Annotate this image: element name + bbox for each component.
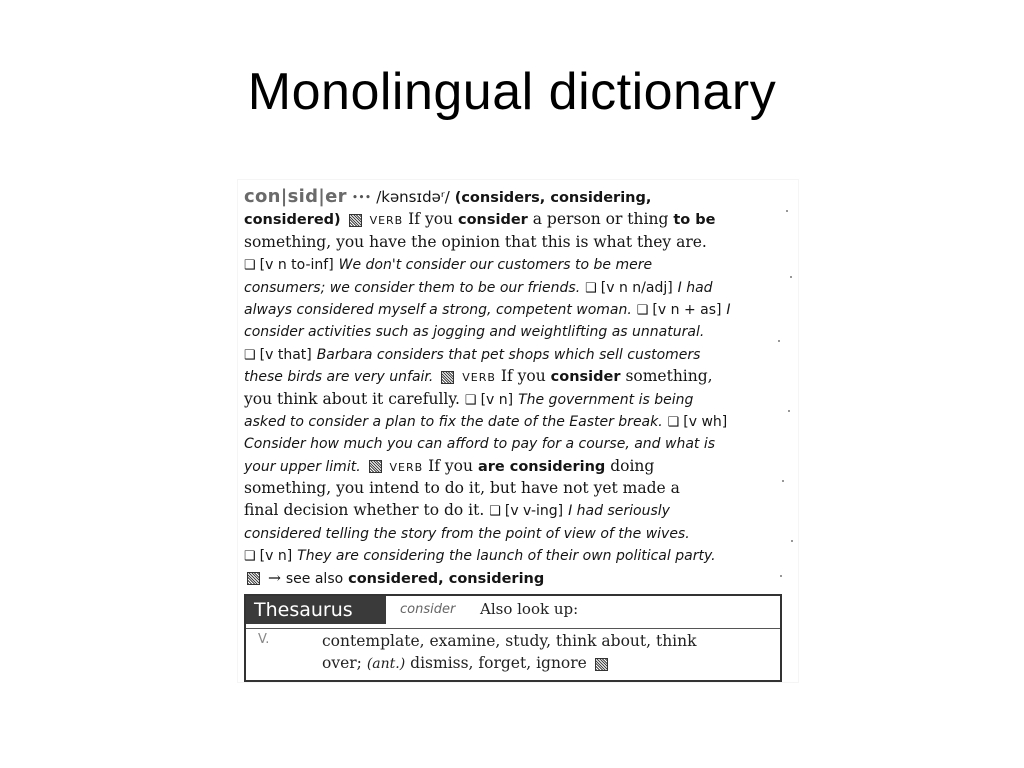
thesaurus-label: Thesaurus	[246, 596, 386, 624]
sense1-pos: VERB	[369, 214, 404, 228]
synonyms-line1: contemplate, examine, study, think about, think	[322, 632, 697, 650]
sense-number-1-icon	[349, 214, 362, 227]
pattern: [v n to-inf]	[259, 257, 334, 274]
thesaurus-word: consider	[400, 602, 456, 617]
example: always considered myself a strong, competent woman.	[244, 301, 632, 318]
example: consider activities such as jogging and weightlifting as unnatural.	[244, 324, 705, 341]
sense2-pos: VERB	[462, 371, 496, 385]
example: Barbara considers that pet shops which sell customers	[316, 346, 701, 363]
pattern: [v n + as]	[652, 301, 722, 318]
sense2-def-b: something,	[625, 367, 713, 386]
scan-speck	[782, 480, 784, 482]
dictionary-scan	[238, 180, 798, 682]
sense3-def-b: doing	[610, 456, 655, 475]
sense3-keyword: are considering	[477, 458, 606, 475]
sense3-def-line2: something, you intend to do it, but have not yet made a	[244, 479, 680, 498]
pattern: [v n]	[259, 548, 293, 565]
example: consumers; we consider them to be our friends.	[244, 279, 581, 296]
sense1-def-line2: something, you have the opinion that this is what they are.	[244, 232, 707, 251]
sense1-def-a: If you	[408, 210, 454, 229]
thesaurus-synonyms	[322, 630, 772, 675]
sense-number-3-icon	[369, 460, 382, 473]
example: They are considering the launch of their own political party.	[297, 548, 716, 565]
example: these birds are very unfair.	[244, 369, 434, 386]
pattern: [v n n/adj]	[600, 279, 673, 296]
see-also-words: considered, considering	[348, 570, 545, 587]
example: considered telling the story from the point of view of the wives.	[244, 525, 690, 542]
sense1-def-b: a person or thing	[532, 210, 669, 229]
pattern: [v v-ing]	[504, 503, 564, 520]
slide-title: Monolingual dictionary	[247, 63, 777, 121]
example-bullet-icon: ❑	[585, 280, 597, 296]
example-bullet-icon: ❑	[636, 302, 649, 318]
pattern: [v that]	[259, 346, 312, 363]
example-bullet-icon: ❑	[667, 414, 680, 430]
example: Consider how much you can afford to pay for a course, and what is	[244, 436, 716, 453]
example: I had seriously	[568, 503, 670, 520]
sense1-keyword: consider	[457, 212, 528, 229]
thesaurus-box	[244, 594, 782, 682]
pronunciation: /kənsɪdəʳ/	[376, 188, 450, 206]
scan-speck	[780, 575, 782, 577]
scan-speck	[778, 340, 780, 342]
example: I	[726, 301, 731, 318]
dictionary-entry	[244, 186, 784, 589]
synonyms-line2: over;	[322, 654, 362, 672]
example: The government is being	[518, 391, 694, 408]
scan-speck	[791, 540, 793, 542]
thesaurus-divider	[246, 628, 780, 629]
sense3-def-a: If you	[428, 456, 473, 475]
antonyms: dismiss, forget, ignore	[410, 654, 587, 672]
frequency-dots: •••	[351, 190, 372, 204]
example: asked to consider a plan to fix the date of the Easter break.	[244, 413, 663, 430]
scan-speck	[786, 210, 788, 212]
example: your upper limit.	[244, 458, 361, 475]
antonym-label: (ant.)	[366, 656, 406, 672]
sense3-def-line3: final decision whether to do it.	[244, 501, 485, 520]
sense2-def-a: If you	[500, 367, 546, 386]
see-also-label: see also	[285, 570, 344, 587]
scan-speck	[788, 410, 790, 412]
thesaurus-end-icon	[595, 658, 608, 671]
example-bullet-icon: ❑	[464, 392, 477, 408]
inflected-forms: (considers, considering,	[454, 190, 652, 206]
headword: con|sid|er	[244, 186, 347, 207]
sense1-to-be: to be	[673, 212, 716, 229]
inflected-forms-end: considered)	[244, 212, 341, 229]
example-bullet-icon: ❑	[489, 504, 501, 520]
sense2-def-line2: you think about it carefully.	[244, 389, 460, 408]
example-bullet-icon: ❑	[244, 549, 256, 565]
example-bullet-icon: ❑	[244, 347, 256, 363]
sense3-pos: VERB	[389, 460, 424, 474]
pattern: [v n]	[480, 391, 514, 408]
sense2-keyword: consider	[550, 369, 621, 386]
example: I had	[677, 279, 713, 296]
pattern: [v wh]	[683, 413, 728, 430]
sense-number-2-icon	[441, 371, 454, 384]
sense-number-4-icon	[247, 572, 260, 585]
example-bullet-icon: ❑	[244, 258, 256, 274]
thesaurus-look-up: Also look up:	[480, 600, 579, 618]
scan-speck	[790, 276, 792, 278]
arrow-icon: →	[267, 568, 281, 587]
example: We don't consider our customers to be mere	[338, 257, 653, 274]
thesaurus-pos: V.	[258, 632, 270, 647]
